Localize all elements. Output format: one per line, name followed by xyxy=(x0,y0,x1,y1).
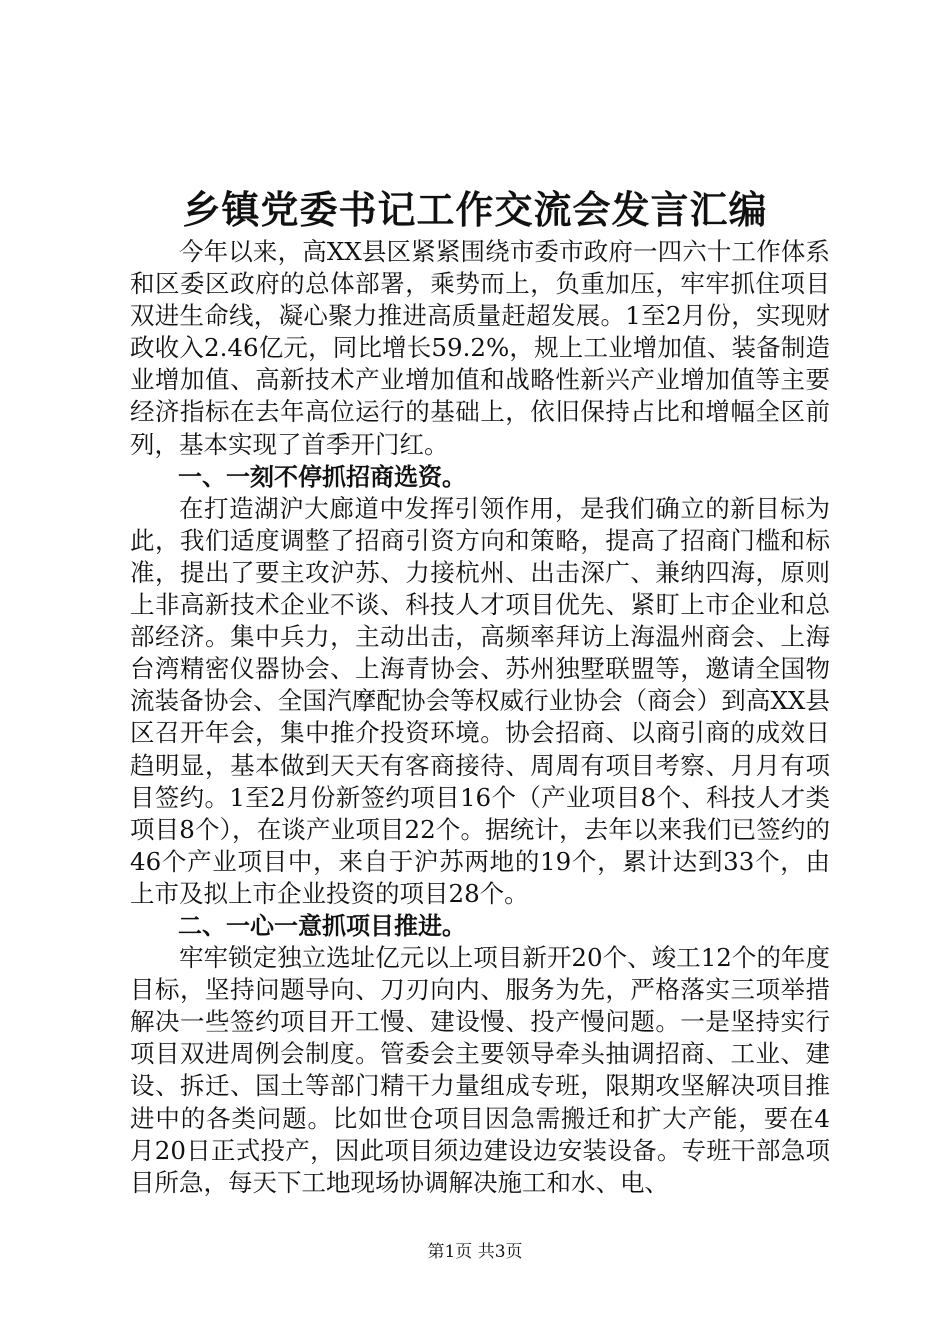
paragraph-intro: 今年以来，高XX县区紧紧围绕市委市政府一四六十工作体系和区委区政府的总体部署，乘势而上，负重加压，牢牢抓住项目双进生命线，凝心聚力推进高质量赶超发展。1至2月份，实现财政收入2.46亿元，同比增长59.2%，规上工业增加值、装备制造业增加值、高新技术产业增加值和战略性新兴产业增加值等主要经济指标在去年高位运行的基础上，依旧保持占比和增幅全区前列，基本实现了首季开门红。 xyxy=(130,237,830,459)
section-heading-1: 一、一刻不停抓招商选资。 xyxy=(178,462,466,491)
page-footer: 第1页 共3页 xyxy=(427,1242,523,1262)
paragraph-section-1: 在打造湖沪大廊道中发挥引领作用，是我们确立的新目标为此，我们适度调整了招商引资方向和策略，提高了招商门槛和标准，提出了要主攻沪苏、力接杭州、出击深广、兼纳四海，原则上非高新技术企业不谈、科技人才项目优先、紧盯上市企业和总部经济。集中兵力，主动出击，高频率拜访上海温州商会、上海台湾精密仪器协会、上海青协会、苏州独墅联盟等，邀请全国物流装备协会、全国汽摩配协会等权威行业协会（商会）到高XX县区召开年会，集中推介投资环境。协会招商、以商引商的成效日趋明显，基本做到天天有客商接待、周周有项目考察、月月有项目签约。1至2月份新签约项目16个（产业项目8个、科技人才类项目8个），在谈产业项目22个。据统计，去年以来我们已签约的46个产业项目中，来自于沪苏两地的19个，累计达到33个，由上市及拟上市企业投资的项目28个。 xyxy=(130,493,830,908)
section-heading-2: 二、一心一意抓项目推进。 xyxy=(178,911,466,940)
document-title: 乡镇党委书记工作交流会发言汇编 xyxy=(182,188,768,232)
document-body xyxy=(130,236,830,1199)
paragraph-section-2: 牢牢锁定独立选址亿元以上项目新开20个、竣工12个的年度目标，坚持问题导向、刀刃向内、服务为先，严格落实三项举措解决一些签约项目开工慢、建设慢、投产慢问题。一是坚持实行项目双进周例会制度。管委会主要领导牵头抽调招商、工业、建设、拆迁、国土等部门精干力量组成专班，限期攻坚解决项目推进中的各类问题。比如世仓项目因急需搬迁和扩大产能，要在4月20日正式投产，因此项目须边建设边安装设备。专班干部急项目所急，每天下工地现场协调解决施工和水、电、 xyxy=(130,943,830,1197)
